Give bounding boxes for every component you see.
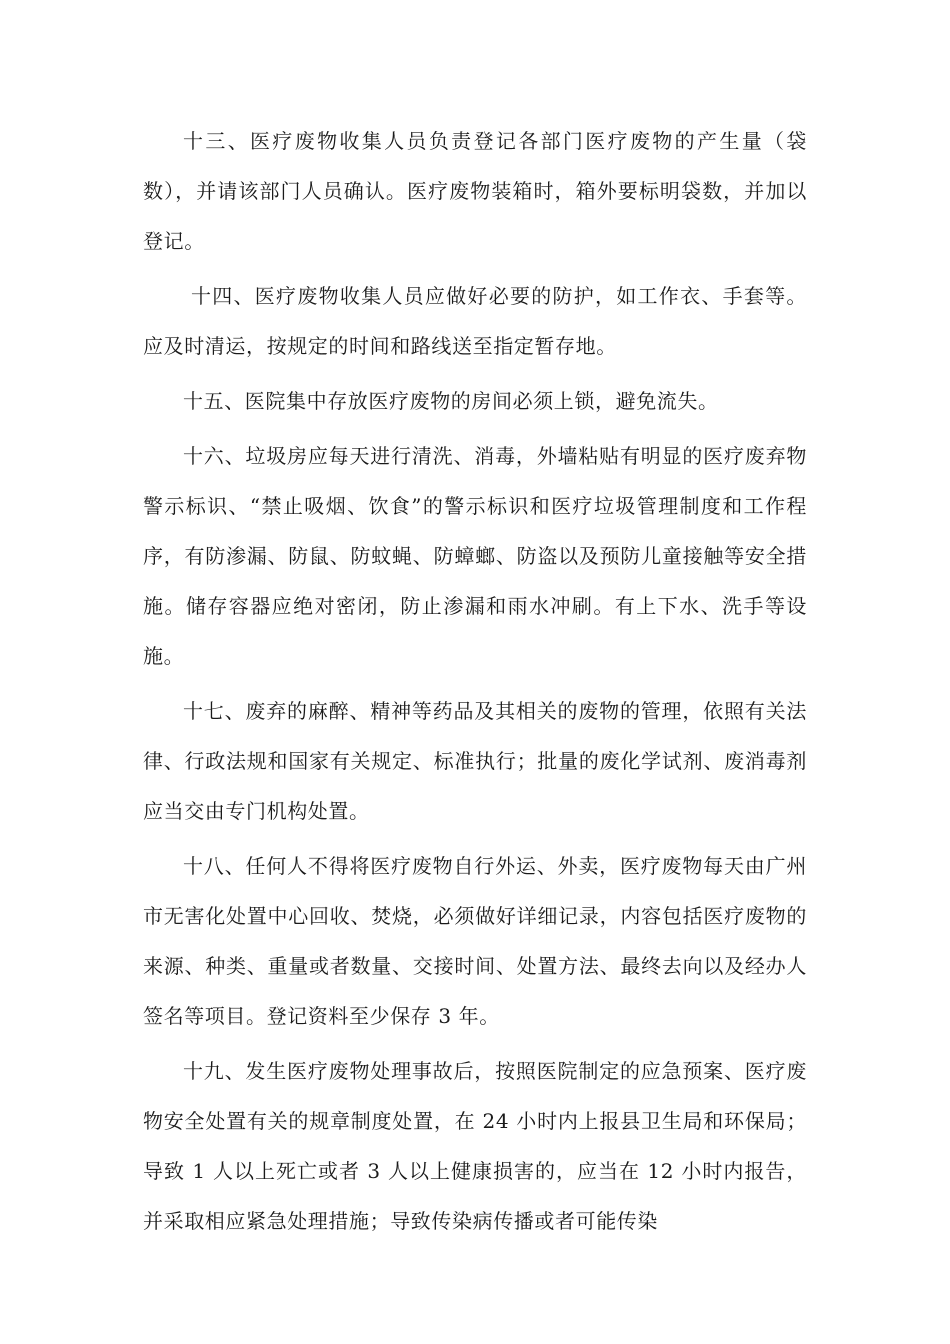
paragraph-19: 十九、发生医疗废物处理事故后，按照医院制定的应急预案、医疗废物安全处置有关的规章制度处置，在 24 小时内上报县卫生局和环保局；导致 1 人以上死亡或者 3 人以上健康损害的，应当在 12 小时内报告，并采取相应紧急处理措施；导致传染病传播或者可能传染 xyxy=(143,1059,807,1233)
paragraph-17: 十七、废弃的麻醉、精神等药品及其相关的废物的管理，依照有关法律、行政法规和国家有关规定、标准执行；批量的废化学试剂、废消毒剂应当交由专门机构处置。 xyxy=(143,699,807,823)
document-body xyxy=(143,116,807,1251)
paragraph-15: 十五、医院集中存放医疗废物的房间必须上锁，避免流失。 xyxy=(183,389,719,413)
paragraph-16: 十六、垃圾房应每天进行清洗、消毒，外墙粘贴有明显的医疗废弃物警示标识、“禁止吸烟、饮食”的警示标识和医疗垃圾管理制度和工作程序，有防渗漏、防鼠、防蚊蝇、防蟑螂、防盗以及预防儿童接触等安全措施。储存容器应绝对密闭，防止渗漏和雨水冲刷。有上下水、洗手等设施。 xyxy=(143,444,807,668)
paragraph-18: 十八、任何人不得将医疗废物自行外运、外卖，医疗废物每天由广州市无害化处置中心回收、焚烧，必须做好详细记录，内容包括医疗废物的来源、种类、重量或者数量、交接时间、处置方法、最终去向以及经办人签名等项目。登记资料至少保存 3 年。 xyxy=(143,854,807,1028)
paragraph-13: 十三、医疗废物收集人员负责登记各部门医疗废物的产生量（袋数），并请该部门人员确认。医疗废物装箱时，箱外要标明袋数，并加以登记。 xyxy=(143,129,807,253)
paragraph-14: 十四、医疗废物收集人员应做好必要的防护，如工作衣、手套等。应及时清运，按规定的时间和路线送至指定暂存地。 xyxy=(143,284,807,358)
